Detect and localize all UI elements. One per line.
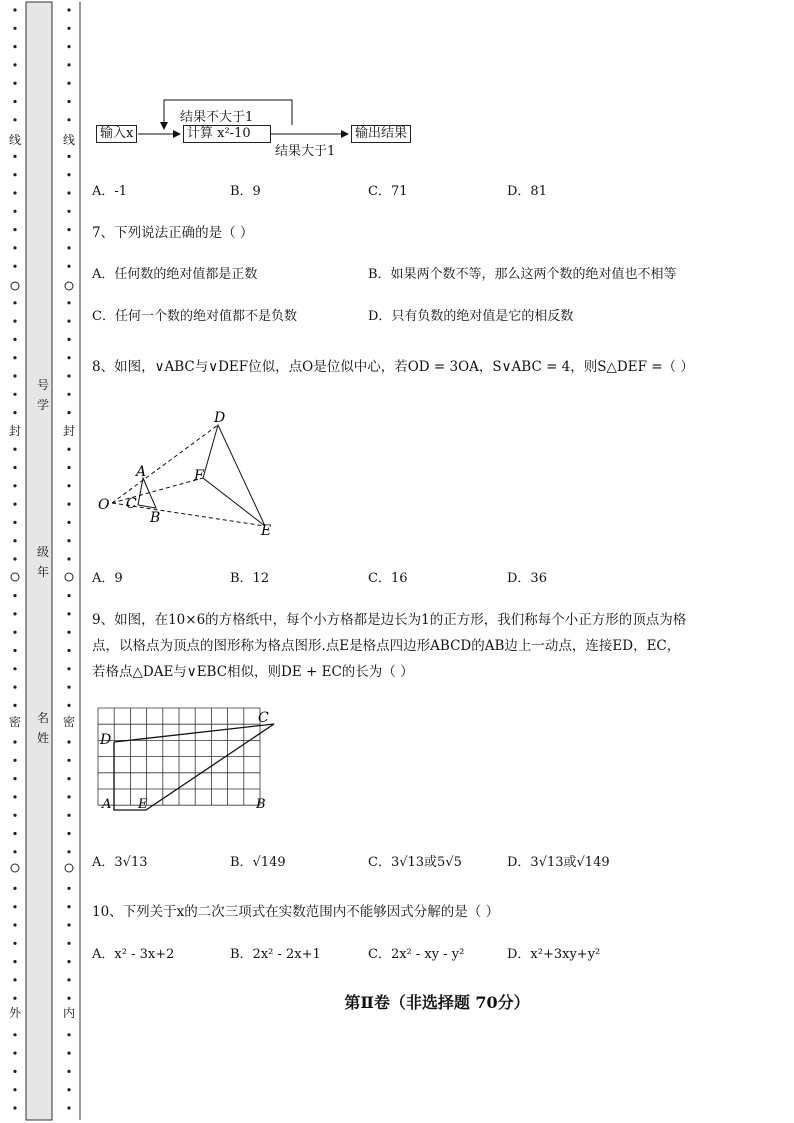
q9-point-e: E	[138, 797, 148, 812]
margin-dot	[67, 850, 70, 853]
q8-point-e: E	[261, 523, 272, 538]
binding-margin-lines	[0, 0, 88, 1123]
margin-dot	[67, 557, 70, 560]
margin-dot	[13, 448, 16, 451]
q8-figure	[98, 408, 298, 538]
q6-option-c: C．71	[368, 184, 408, 199]
q6-option-a: A．-1	[92, 184, 128, 199]
field-label: 级	[36, 545, 49, 559]
margin-dot	[13, 740, 16, 743]
margin-dot	[13, 411, 16, 414]
margin-dot	[13, 594, 16, 597]
flow-output-box: 输出结果	[351, 125, 411, 143]
q9-point-c: C	[258, 710, 269, 726]
margin-dot	[13, 667, 16, 670]
section-title: 第Ⅱ卷（非选择题 70分）	[344, 993, 530, 1012]
margin-dot	[13, 155, 16, 158]
q7-option-b: B．如果两个数不等，那么这两个数的绝对值也不相等	[368, 267, 677, 282]
field-label: 名	[36, 711, 49, 725]
margin-dot	[67, 1033, 70, 1036]
margin-dot	[13, 210, 16, 213]
margin-dot	[67, 1052, 70, 1055]
margin-outer-label-1: 线	[8, 133, 21, 147]
margin-dot	[13, 191, 16, 194]
margin-dot	[13, 503, 16, 506]
field-label: 年	[36, 565, 49, 579]
margin-dot	[13, 759, 16, 762]
margin-outer-label-4: 外	[8, 1006, 21, 1020]
q7-option-c: C．任何一个数的绝对值都不是负数	[92, 309, 297, 324]
binding-margin	[0, 0, 88, 1123]
margin-dot	[13, 814, 16, 817]
margin-dot	[67, 411, 70, 414]
margin-inner-label-3: 密	[62, 715, 75, 729]
q8-option-d: D．36	[507, 571, 547, 586]
q8-point-a: A	[136, 464, 147, 480]
margin-dot	[13, 265, 16, 268]
margin-dot	[13, 832, 16, 835]
margin-dot	[67, 759, 70, 762]
q7-stem: 7、下列说法正确的是（ ）	[92, 225, 254, 241]
margin-dot	[13, 521, 16, 524]
flow-loop-label: 结果不大于1	[180, 110, 254, 125]
margin-dot	[13, 100, 16, 103]
q8-point-c: C	[126, 496, 137, 512]
margin-dot	[13, 850, 16, 853]
margin-dot	[13, 923, 16, 926]
margin-dot	[67, 887, 70, 890]
q10-option-a: A．x² - 3x+2	[92, 947, 175, 962]
margin-dot	[13, 301, 16, 304]
margin-dot	[13, 8, 16, 11]
q7-option-a: A．任何数的绝对值都是正数	[92, 267, 258, 282]
margin-dot	[13, 905, 16, 908]
margin-inner-label-4: 内	[62, 1006, 75, 1020]
q9-point-d: D	[100, 732, 112, 748]
margin-dot	[67, 8, 70, 11]
q8-stem: 8、如图，∨ABC与∨DEF位似，点O是位似中心，若OD = 3OA，S∨ABC = 4，则S△DEF =（ ）	[92, 359, 694, 375]
margin-dot	[67, 155, 70, 158]
margin-dot	[13, 228, 16, 231]
q6-option-d: D．81	[507, 184, 547, 199]
margin-dot	[13, 649, 16, 652]
margin-dot	[67, 740, 70, 743]
margin-inner-label-2: 封	[62, 424, 75, 438]
margin-dot	[67, 686, 70, 689]
margin-dot	[67, 1106, 70, 1109]
margin-dot	[67, 338, 70, 341]
margin-dot	[13, 539, 16, 542]
margin-dot	[67, 521, 70, 524]
margin-dot	[67, 503, 70, 506]
margin-dot	[67, 45, 70, 48]
margin-dot	[67, 301, 70, 304]
margin-dot	[67, 246, 70, 249]
margin-dot	[67, 795, 70, 798]
q6-option-b: B．9	[230, 184, 261, 199]
q8-option-b: B．12	[230, 571, 270, 586]
margin-dot	[13, 484, 16, 487]
margin-dot	[13, 63, 16, 66]
margin-dot	[67, 1070, 70, 1073]
q7-option-d: D．只有负数的绝对值是它的相反数	[368, 309, 574, 324]
margin-dot	[67, 923, 70, 926]
q8-option-c: C．16	[368, 571, 408, 586]
margin-dot	[13, 686, 16, 689]
margin-dot	[67, 1088, 70, 1091]
margin-dot	[67, 814, 70, 817]
margin-dot	[13, 997, 16, 1000]
margin-dot	[67, 100, 70, 103]
margin-dot	[67, 612, 70, 615]
flow-out-label: 结果大于1	[275, 144, 336, 159]
margin-dot	[67, 356, 70, 359]
q10-option-d: D．x²+3xy+y²	[507, 947, 601, 962]
margin-dot	[67, 210, 70, 213]
q8-point-d: D	[214, 410, 226, 426]
margin-dot	[13, 1088, 16, 1091]
flow-input-box: 输入x	[96, 125, 137, 143]
margin-dot	[67, 997, 70, 1000]
margin-dot	[67, 448, 70, 451]
margin-dot	[13, 777, 16, 780]
margin-dot	[13, 356, 16, 359]
margin-dot	[13, 27, 16, 30]
q9-point-a: A	[102, 797, 112, 812]
margin-dot	[67, 228, 70, 231]
margin-dot	[13, 612, 16, 615]
field-label: 号	[36, 378, 49, 392]
margin-dot	[67, 960, 70, 963]
margin-dot	[67, 978, 70, 981]
q9-point-b: B	[256, 797, 266, 812]
margin-dot	[13, 557, 16, 560]
margin-dot	[67, 704, 70, 707]
margin-dot	[13, 246, 16, 249]
q9-grid-figure	[94, 704, 278, 816]
margin-dot	[13, 320, 16, 323]
q9-option-b: B．√149	[230, 855, 286, 870]
margin-dot	[67, 63, 70, 66]
q8-point-b: B	[150, 510, 161, 526]
q9-option-c: C．3√13或5√5	[368, 855, 462, 870]
flow-compute-box: 计算 x²-10	[183, 125, 271, 143]
q8-point-o: O	[98, 497, 110, 513]
margin-dot	[67, 539, 70, 542]
margin-dot	[67, 374, 70, 377]
margin-dot	[13, 1070, 16, 1073]
margin-dot	[13, 960, 16, 963]
margin-dot	[13, 631, 16, 634]
q8-point-f: F	[194, 468, 204, 484]
q10-option-b: B．2x² - 2x+1	[230, 947, 321, 962]
margin-dot	[13, 82, 16, 85]
q8-option-a: A．9	[92, 571, 123, 586]
margin-dot	[13, 1106, 16, 1109]
margin-dot	[13, 118, 16, 121]
margin-dot	[13, 338, 16, 341]
margin-dot	[67, 594, 70, 597]
margin-dot	[67, 393, 70, 396]
margin-dot	[13, 978, 16, 981]
q9-option-d: D．3√13或√149	[507, 855, 610, 870]
margin-dot	[67, 265, 70, 268]
margin-dot	[67, 905, 70, 908]
margin-dot	[67, 942, 70, 945]
margin-dot	[13, 1033, 16, 1036]
margin-dot	[67, 27, 70, 30]
field-label: 姓	[36, 731, 49, 745]
margin-dot	[67, 631, 70, 634]
field-label: 学	[36, 398, 49, 412]
q9-option-a: A．3√13	[92, 855, 148, 870]
margin-dot	[13, 704, 16, 707]
margin-dot	[67, 173, 70, 176]
margin-dot	[67, 466, 70, 469]
margin-dot	[13, 1052, 16, 1055]
margin-dot	[13, 795, 16, 798]
margin-dot	[67, 484, 70, 487]
margin-outer-label-3: 密	[8, 715, 21, 729]
margin-dot	[13, 942, 16, 945]
margin-dot	[67, 777, 70, 780]
margin-dot	[67, 649, 70, 652]
margin-dot	[13, 887, 16, 890]
margin-outer-label-2: 封	[8, 424, 21, 438]
margin-dot	[13, 173, 16, 176]
q9-stem-line1: 9、如图，在10×6的方格纸中，每个小方格都是边长为1的正方形，我们称每个小正方形的顶点为格	[92, 612, 687, 628]
q9-stem-line3: 若格点△DAE与∨EBC相似，则DE + EC的长为（ ）	[92, 664, 414, 680]
q10-stem: 10、下列关于x的二次三项式在实数范围内不能够因式分解的是（ ）	[92, 904, 500, 920]
margin-dot	[13, 466, 16, 469]
margin-dot	[13, 374, 16, 377]
margin-dot	[13, 393, 16, 396]
margin-inner-label-1: 线	[62, 133, 75, 147]
q10-option-c: C．2x² - xy - y²	[368, 947, 465, 962]
margin-dot	[67, 832, 70, 835]
margin-dot	[67, 191, 70, 194]
margin-dot	[67, 320, 70, 323]
margin-dot	[67, 118, 70, 121]
exam-page	[92, 0, 782, 1123]
margin-dot	[13, 45, 16, 48]
margin-dot	[67, 667, 70, 670]
q9-stem-line2: 点，以格点为顶点的图形称为格点图形.点E是格点四边形ABCD的AB边上一动点，连接ED，EC，	[92, 638, 681, 654]
margin-dot	[67, 82, 70, 85]
